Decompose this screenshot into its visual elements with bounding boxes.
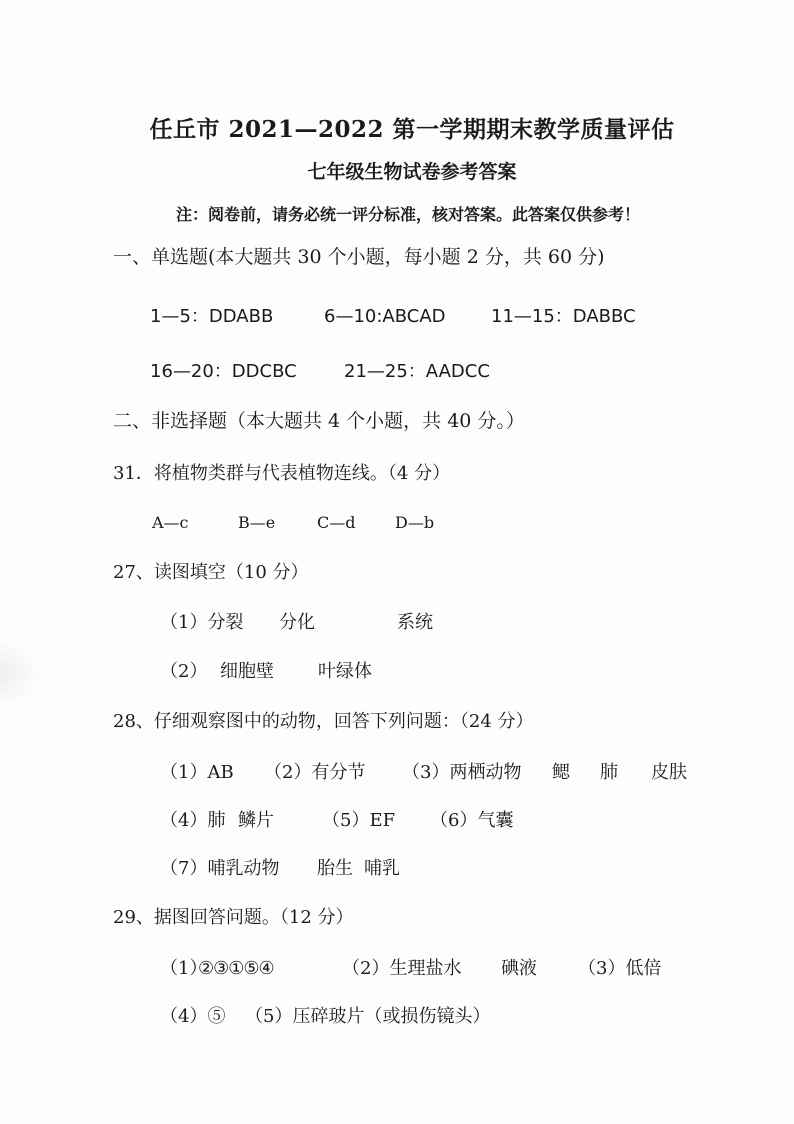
mc-answer-21-25: 21—25：AADCC: [344, 361, 490, 382]
document-subtitle: 七年级生物试卷参考答案: [307, 161, 517, 183]
q29-answer-2-part-a: （2）生理盐水: [342, 958, 462, 979]
q31-answer-c: C—d: [317, 513, 356, 532]
section-heading-non-choice: 二、非选择题（本大题共 4 个小题，共 40 分。）: [113, 410, 525, 432]
q31-answer-b: B—e: [238, 513, 276, 532]
q27-answer-2-part-a: 细胞壁: [220, 661, 274, 682]
grading-note: 注：阅卷前，请务必统一评分标准，核对答案。此答案仅供参考！: [175, 205, 640, 224]
q28-answer-3-part-a: （3）两栖动物: [402, 762, 522, 783]
q27-answer-1-part-b: 分化: [279, 612, 315, 633]
mc-answer-1-5: 1—5：DDABB: [150, 306, 274, 327]
q28-answer-2: （2）有分节: [264, 762, 366, 783]
q29-answer-4: （4）⑤: [160, 1006, 226, 1027]
q29-answer-5: （5）压碎玻片（或损伤镜头）: [245, 1006, 491, 1027]
mc-answer-16-20: 16—20：DDCBC: [150, 361, 297, 382]
question-29-label: 29、据图回答问题。（12 分）: [113, 907, 354, 928]
q29-answer-2-part-b: 碘液: [501, 958, 537, 979]
q28-answer-7-part-c: 哺乳: [364, 858, 400, 879]
q29-answer-3: （3）低倍: [578, 958, 662, 979]
mc-answer-11-15: 11—15：DABBC: [491, 306, 636, 327]
q28-answer-7-part-a: （7）哺乳动物: [160, 858, 280, 879]
q28-answer-4-part-b: 鳞片: [238, 810, 274, 831]
q27-answer-2-part-b: 叶绿体: [318, 661, 372, 682]
q28-answer-6: （6）气囊: [430, 810, 514, 831]
mc-answer-6-10: 6—10:ABCAD: [324, 306, 446, 327]
q31-answer-d: D—b: [395, 513, 435, 532]
question-27-label: 27、读图填空（10 分）: [113, 562, 309, 583]
section-heading-single-choice: 一、单选题(本大题共 30 个小题，每小题 2 分，共 60 分): [113, 246, 605, 268]
q28-answer-1: （1）AB: [160, 762, 234, 783]
q31-answer-a: A—c: [152, 513, 189, 532]
q27-answer-1-part-a: （1）分裂: [160, 612, 244, 633]
q28-answer-3-part-c: 肺: [600, 762, 618, 783]
q27-answer-2-label: （2）: [160, 661, 208, 682]
document-title: 任丘市 2021—2022 第一学期期末教学质量评估: [149, 116, 675, 143]
q28-answer-5: （5）EF: [322, 810, 396, 831]
q29-answer-1-sequence: ②③①⑤④: [198, 958, 274, 979]
q28-answer-3-part-b: 鳃: [552, 762, 570, 783]
q27-answer-1-part-c: 系统: [397, 612, 433, 633]
q28-answer-7-part-b: 胎生: [317, 858, 353, 879]
q28-answer-3-part-d: 皮肤: [651, 762, 687, 783]
q28-answer-4-part-a: （4）肺: [160, 810, 226, 831]
question-31-label: 31．将植物类群与代表植物连线。（4 分）: [113, 463, 451, 484]
q29-answer-1-label: （1）: [160, 958, 208, 979]
question-28-label: 28、仔细观察图中的动物，回答下列问题：（24 分）: [113, 711, 534, 732]
